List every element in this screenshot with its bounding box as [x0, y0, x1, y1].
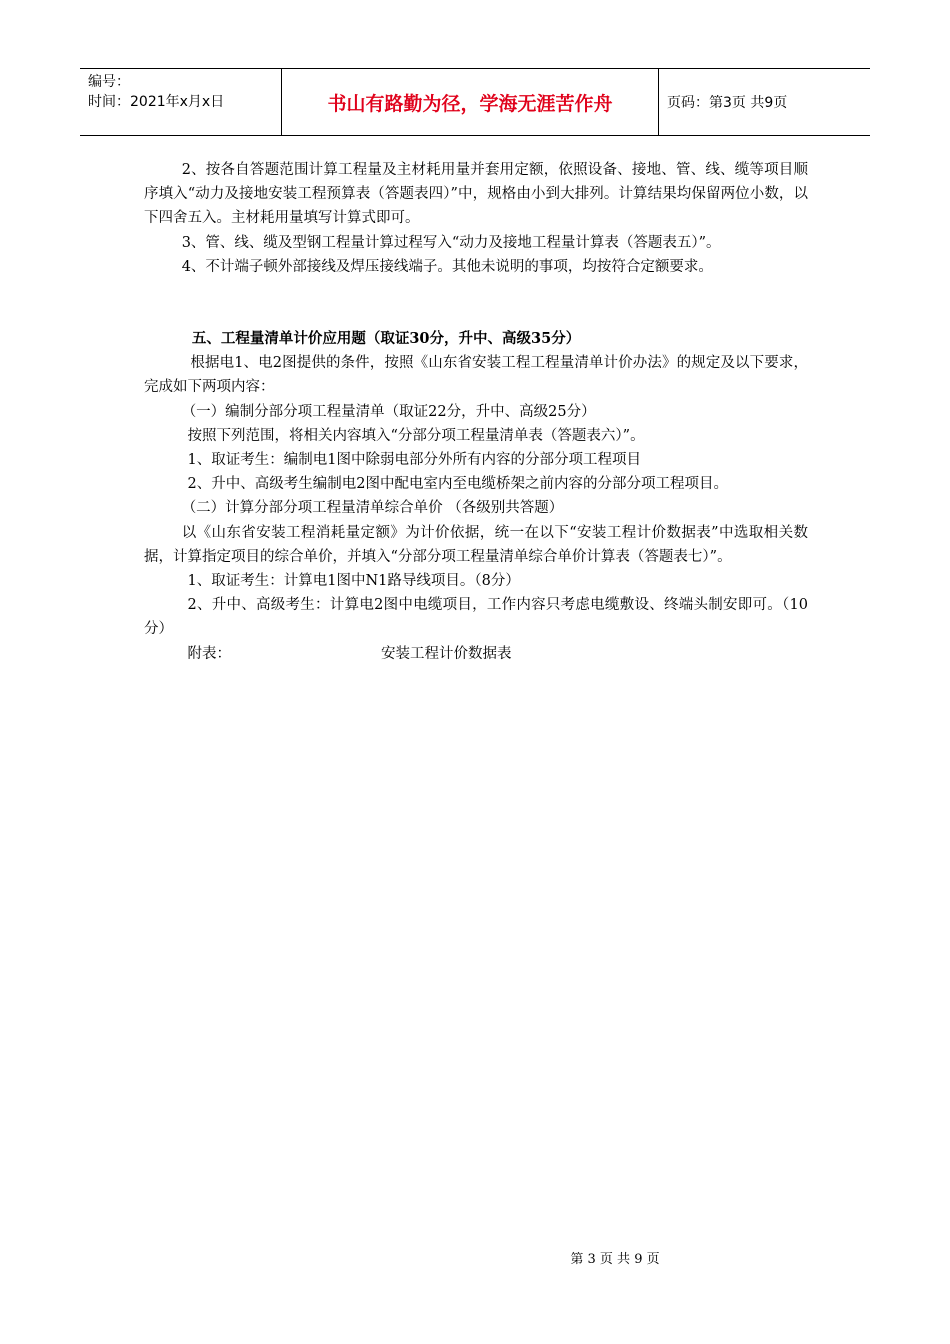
paragraph: 2、升中、高级考生：计算电2图中电缆项目，工作内容只考虑电缆敷设、终端头制安即可。（10分） — [144, 597, 808, 638]
page-header — [80, 68, 870, 136]
page-footer: 第 3 页 共 9 页 — [570, 1252, 660, 1267]
header-motto: 书山有路勤为径，学海无涯苦作舟 — [282, 69, 659, 135]
paragraph: 2、升中、高级考生编制电2图中配电室内至电缆桥架之前内容的分部分项工程项目。 — [187, 476, 728, 493]
paragraph: 2、按各自答题范围计算工程量及主材耗用量并套用定额，依照设备、接地、管、线、缆等项目顺序填入“动力及接地安装工程预算表（答题表四）”中，规格由小到大排列。计算结果均保留两位小数，以下四舍五入。主材耗用量填写计算式即可。 — [144, 162, 808, 227]
paragraph: 3、管、线、缆及型钢工程量计算过程写入“动力及接地工程量计算表（答题表五）”。 — [181, 234, 721, 251]
header-page-label: 页码：第3页 共9页 — [667, 95, 788, 111]
paragraph: （二）计算分部分项工程量清单综合单价 （各级别共答题） — [181, 500, 564, 517]
document-number-label: 编号： — [88, 74, 130, 90]
appendix-line — [144, 642, 808, 666]
paragraph: 根据电1、电2图提供的条件，按照《山东省安装工程工程量清单计价办法》的规定及以下要求，完成如下两项内容： — [144, 355, 808, 396]
paragraph: 1、取证考生：编制电1图中除弱电部分外所有内容的分部分项工程项目 — [187, 452, 641, 469]
section-title: 五、工程量清单计价应用题（取证30分，升中、高级35分） — [191, 330, 581, 348]
paragraph: 按照下列范围，将相关内容填入“分部分项工程量清单表（答题表六）”。 — [187, 427, 645, 444]
paragraph: 4、不计端子顿外部接线及焊压接线端子。其他未说明的事项，均按符合定额要求。 — [181, 258, 713, 275]
document-time-label: 时间：2021年x月x日 — [88, 94, 225, 110]
document-body — [144, 158, 808, 666]
paragraph: 以《山东省安装工程消耗量定额》为计价依据，统一在以下“安装工程计价数据表”中选取相关数据，计算指定项目的综合单价，并填入“分部分项工程量清单综合单价计算表（答题表七）”。 — [144, 524, 808, 565]
paragraph: （一）编制分部分项工程量清单（取证22分，升中、高级25分） — [181, 403, 596, 420]
paragraph: 1、取证考生：计算电1图中N1路导线项目。（8分） — [187, 573, 520, 590]
spacer — [144, 279, 808, 327]
appendix-label: 附表： — [187, 645, 231, 662]
appendix-title: 安装工程计价数据表 — [381, 645, 512, 662]
header-meta — [80, 69, 282, 135]
